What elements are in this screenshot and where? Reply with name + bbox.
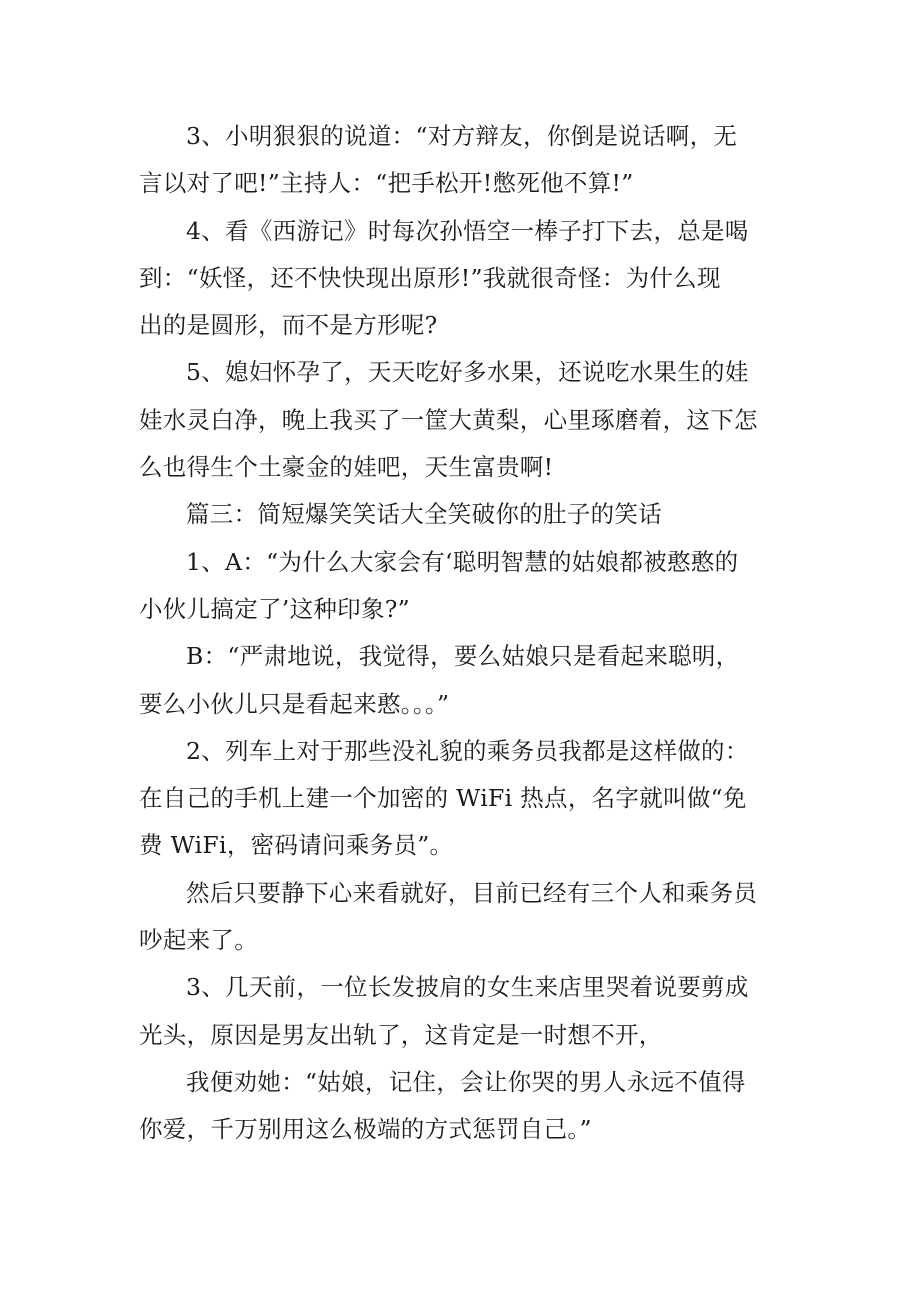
paragraph-joke-5-pears: 5、媳妇怀孕了，天天吃好多水果，还说吃水果生的娃 娃水灵白净，晚上我买了一筐大黄梨，心里琢磨着，这下怎 么也得生个土豪金的娃吧，天生富贵啊! [139,358,758,482]
paragraph-joke-2-wifi: 2、列车上对于那些没礼貌的乘务员我都是这样做的： 在自己的手机上建一个加密的 WiFi 热点，名字就叫做“免 费 WiFi，密码请问乘务员”。 [139,736,749,860]
paragraph-joke-2-result: 然后只要静下心来看就好，目前已经有三个人和乘务员 吵起来了。 [139,878,758,955]
document-body [139,113,784,1154]
paragraph-joke-3-debate: 3、小明狠狠的说道：“对方辩友，你倒是说话啊，无 言以对了吧!”主持人：“把手松开!憋死他不算!” [139,122,738,198]
paragraph-joke-1-question: 1、A：“为什么大家会有‘聪明智慧的姑娘都被憨憨的 小伙儿搞定了’这种印象?” [139,547,739,623]
paragraph-joke-3-haircut: 3、几天前，一位长发披肩的女生来店里哭着说要剪成 光头，原因是男友出轨了，这肯定是一时想不开， [139,973,749,1049]
paragraph-joke-4-journey-west: 4、看《西游记》时每次孙悟空一棒子打下去，总是喝 到：“妖怪，还不快快现出原形!”我就很奇怪：为什么现 出的是圆形，而不是方形呢? [139,216,749,340]
paragraph-joke-1-answer: B：“严肃地说，我觉得，要么姑娘只是看起来聪明， 要么小伙儿只是看起来憨。。。” [139,642,740,718]
paragraph-joke-3-advice: 我便劝她：“姑娘，记住，会让你哭的男人永远不值得 你爱，千万别用这么极端的方式惩罚自己。” [139,1067,746,1144]
section-heading: 篇三：简短爆笑笑话大全笑破你的肚子的笑话 [186,500,662,529]
